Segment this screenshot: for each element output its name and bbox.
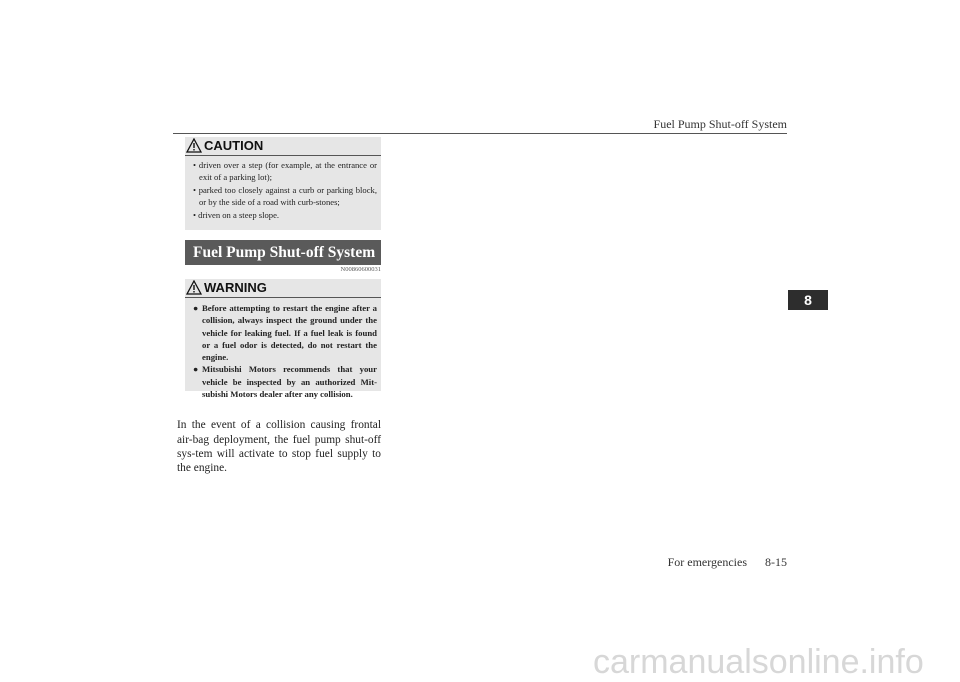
warning-triangle-icon [186,280,202,295]
warning-item-text: Before attempting to restart the engine after a collision, always inspect the ground under the vehicle for leaking fuel. If a fuel leak is found or a fuel odor is detected, do not restart the engine. [202,303,377,363]
caution-item: • driven on a steep slope. [193,210,280,220]
warning-item [193,363,377,400]
running-head-title: Fuel Pump Shut-off System [653,117,787,131]
footer [668,555,787,570]
section-ref-code: N00860600031 [340,266,381,273]
bullet-dot-icon: ● [193,303,199,313]
caution-triangle-icon [186,138,202,153]
section-title: Fuel Pump Shut-off System [185,240,381,265]
header-rule [173,133,787,134]
watermark: carmanualsonline.info [593,643,924,681]
page-number: 8-15 [765,555,787,569]
caution-label: CAUTION [204,138,264,153]
body-paragraph: In the event of a collision causing frontal air-bag deployment, the fuel pump shut-off sys-tem will activate to stop fuel supply to the engine. [177,419,381,475]
footer-section-name: For emergencies [667,555,747,569]
bullet-dot-icon: ● [193,364,199,375]
caution-item: • driven over a step (for example, at the entrance or exit of a parking lot); [193,160,377,182]
warning-item [193,302,377,363]
caution-header [185,137,381,156]
warning-label: WARNING [204,280,267,295]
warning-box [185,279,381,400]
warning-item-text: Mitsubishi Motors recommends that your vehicle be inspected by an authorized Mit-subishi Motors dealer after any collision. [202,364,377,400]
chapter-tab[interactable]: 8 [788,290,828,310]
warning-header [185,279,381,298]
caution-item: • parked too closely against a curb or parking block, or by the side of a road with curb-stones; [193,185,377,207]
caution-box [185,137,381,230]
